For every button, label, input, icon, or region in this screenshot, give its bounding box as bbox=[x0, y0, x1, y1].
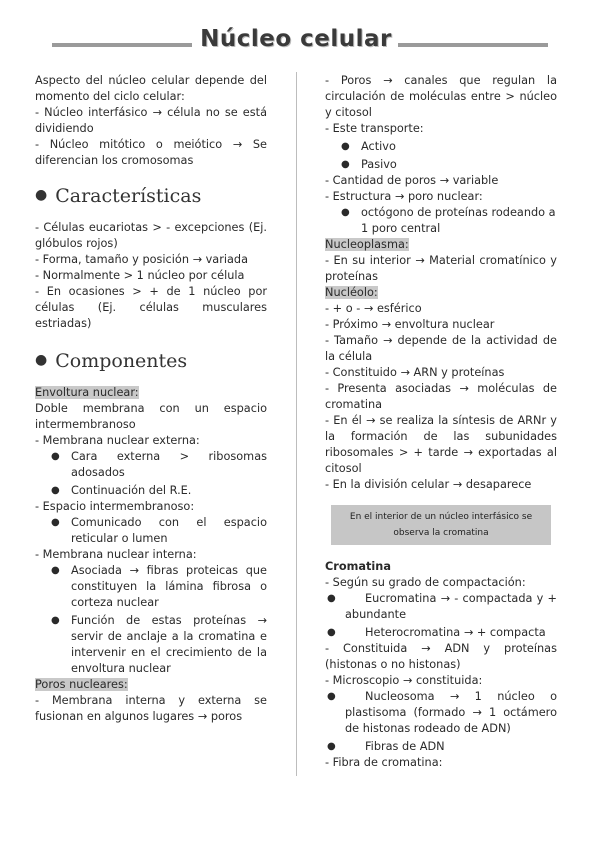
bullet-item: ● Nucleosoma → 1 núcleo o plastisoma (formado → 1 octámero de histonas rodeado de ADN) bbox=[327, 690, 557, 735]
poros-desc: - Membrana interna y externa se fusionan en algunos lugares → poros bbox=[35, 694, 267, 723]
bullet-item: ● Fibras de ADN bbox=[327, 740, 445, 753]
nucleoplasma-desc: - En su interior → Material cromatínico y proteínas bbox=[325, 254, 557, 283]
intro-line: - Núcleo mitótico o meiótico → Se diferencian los cromosomas bbox=[35, 138, 267, 167]
bullet-dot-icon: ● bbox=[341, 141, 350, 152]
list-item: - + o - → esférico bbox=[325, 302, 422, 315]
list-item: - Según su grado de compactación: bbox=[325, 576, 526, 589]
list-item: - Espacio intermembranoso: bbox=[35, 500, 195, 513]
bullet-item: ● Asociada → fibras proteicas que constituyen la lámina fibrosa o corteza nuclear bbox=[51, 564, 267, 609]
list-item: - Poros → canales que regulan la circulación de moléculas entre > núcleo y citosol bbox=[325, 74, 557, 119]
section-heading-caracteristicas: ● Características bbox=[35, 185, 202, 207]
bullet-dot-icon: ● bbox=[51, 451, 60, 462]
highlight-label-poros: Poros nucleares: bbox=[35, 678, 128, 691]
list-item: - En la división celular → desaparece bbox=[325, 478, 532, 491]
title-rule-left bbox=[52, 43, 192, 47]
bullet-dot-icon: ● bbox=[35, 352, 48, 368]
bullet-dot-icon: ● bbox=[51, 517, 60, 528]
bullet-dot-icon: ● bbox=[341, 207, 350, 218]
left-column bbox=[35, 73, 267, 725]
list-item: - En él → se realiza la síntesis de ARNr y la formación de las subunidades ribosomales > + tarde → exportadas al citosol bbox=[325, 414, 557, 475]
list-item: - Este transporte: bbox=[325, 122, 424, 135]
page-title: Núcleo celular bbox=[200, 26, 392, 52]
bullet-dot-icon: ● bbox=[327, 593, 336, 604]
bullet-item: ● Función de estas proteínas → servir de anclaje a la cromatina e intervenir en el crecimiento de la envoltura nuclear bbox=[51, 614, 267, 675]
list-item: - Membrana nuclear externa: bbox=[35, 434, 200, 447]
bullet-item: ● Eucromatina → - compactada y + abundante bbox=[327, 592, 557, 621]
bullet-item: ● Heterocromatina → + compacta bbox=[327, 626, 546, 639]
list-item: - Microscopio → constituida: bbox=[325, 674, 483, 687]
list-item: - Presenta asociadas → moléculas de cromatina bbox=[325, 382, 557, 411]
bullet-item: ● Activo bbox=[341, 140, 396, 153]
bullet-dot-icon: ● bbox=[51, 565, 60, 576]
highlight-label-envoltura: Envoltura nuclear: bbox=[35, 386, 139, 399]
list-item: - Próximo → envoltura nuclear bbox=[325, 318, 495, 331]
bullet-item: ● Continuación del R.E. bbox=[51, 484, 192, 497]
bullet-dot-icon: ● bbox=[35, 187, 48, 203]
highlight-label-nucleoplasma: Nucleoplasma: bbox=[325, 238, 409, 251]
right-column bbox=[325, 73, 557, 771]
bullet-dot-icon: ● bbox=[327, 741, 336, 752]
bullet-item: ● Comunicado con el espacio reticular o lumen bbox=[51, 516, 267, 545]
bullet-dot-icon: ● bbox=[327, 627, 336, 638]
intro-line: - Núcleo interfásico → célula no se está dividiendo bbox=[35, 106, 267, 135]
bullet-item: ● Pasivo bbox=[341, 158, 397, 171]
list-item: - Constituido → ARN y proteínas bbox=[325, 366, 505, 379]
list-item: - Fibra de cromatina: bbox=[325, 756, 443, 769]
column-divider bbox=[296, 72, 297, 776]
callout-box: En el interior de un núcleo interfásico se observa la cromatina bbox=[331, 505, 551, 545]
highlight-label-nucleolo: Nucléolo: bbox=[325, 286, 378, 299]
list-item: - Normalmente > 1 núcleo por célula bbox=[35, 269, 245, 282]
bullet-dot-icon: ● bbox=[51, 615, 60, 626]
intro-line: Aspecto del núcleo celular depende del momento del ciclo celular: bbox=[35, 74, 267, 103]
bullet-item: ● Cara externa > ribosomas adosados bbox=[51, 450, 267, 479]
list-item: - Estructura → poro nuclear: bbox=[325, 190, 483, 203]
list-item: - Forma, tamaño y posición → variada bbox=[35, 253, 249, 266]
bullet-dot-icon: ● bbox=[327, 691, 336, 702]
section-heading-componentes: ● Componentes bbox=[35, 350, 188, 372]
bullet-item: ● octógono de proteínas rodeando a 1 poro central bbox=[341, 206, 556, 235]
cromatina-heading: Cromatina bbox=[325, 560, 391, 573]
list-item: - Tamaño → depende de la actividad de la célula bbox=[325, 334, 557, 363]
title-rule-right bbox=[398, 43, 548, 47]
list-item: - Constituida → ADN y proteínas (histonas o no histonas) bbox=[325, 642, 557, 671]
list-item: - Células eucariotas > - excepciones (Ej. glóbulos rojos) bbox=[35, 221, 267, 250]
list-item: - Membrana nuclear interna: bbox=[35, 548, 197, 561]
bullet-dot-icon: ● bbox=[51, 485, 60, 496]
list-item: - Cantidad de poros → variable bbox=[325, 174, 499, 187]
bullet-dot-icon: ● bbox=[341, 159, 350, 170]
title-bar bbox=[0, 26, 600, 56]
envoltura-desc: Doble membrana con un espacio intermembranoso bbox=[35, 402, 267, 431]
list-item: - En ocasiones > + de 1 núcleo por células (Ej. células musculares estriadas) bbox=[35, 285, 267, 330]
